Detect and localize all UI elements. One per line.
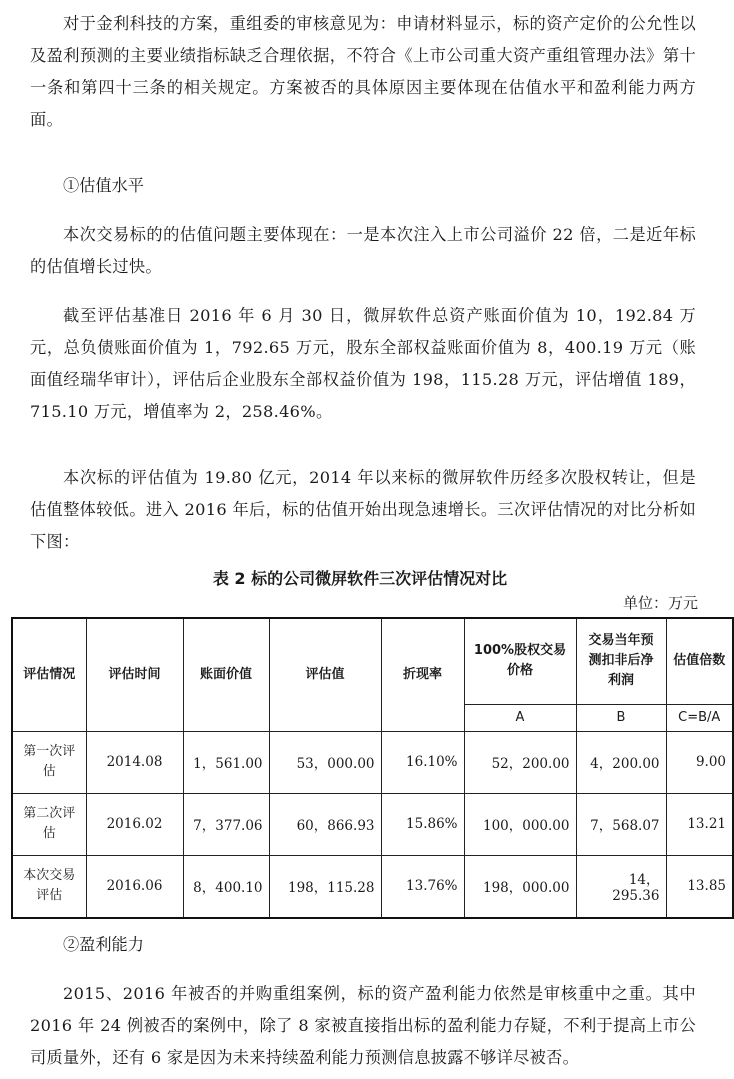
table-row: [12, 793, 733, 855]
cell-valuation: 198，115.28: [269, 855, 381, 918]
row-label: 本次交易评估: [12, 855, 86, 918]
header-eval-case: 评估情况: [12, 618, 86, 731]
cell-discount-rate: 16.10%: [381, 731, 464, 793]
cell-net-profit: 4，200.00: [576, 731, 666, 793]
header-net-profit: 交易当年预测扣非后净利润: [576, 618, 666, 704]
cell-book-value: 7，377.06: [183, 793, 269, 855]
header-equity-price: 100%股权交易价格: [464, 618, 576, 704]
header-discount-rate: 折现率: [381, 618, 464, 731]
table-title: 表 2 标的公司微屏软件三次评估情况对比: [212, 569, 508, 588]
cell-net-profit: 7，568.07: [576, 793, 666, 855]
cell-valuation: 53，000.00: [269, 731, 381, 793]
cell-equity-price: 100，000.00: [464, 793, 576, 855]
row-label: 第一次评估: [12, 731, 86, 793]
subheader-b: B: [576, 704, 666, 731]
heading-valuation: ①估值水平: [63, 176, 144, 195]
cell-multiple: 13.85: [666, 855, 733, 918]
subheader-a: A: [464, 704, 576, 731]
heading-profitability: ②盈利能力: [63, 935, 144, 954]
cell-time: 2016.02: [86, 793, 183, 855]
paragraph-profitability: 2015、2016 年被否的并购重组案例，标的资产盈利能力依然是审核重中之重。其中 2016 年 24 例被否的案例中，除了 8 家被直接指出标的盈利能力存疑，不利于提高上市公司质量外，还有 6 家是因为未来持续盈利能力预测信息披露不够详尽被否。: [30, 984, 696, 1067]
cell-equity-price: 198，000.00: [464, 855, 576, 918]
cell-discount-rate: 15.86%: [381, 793, 464, 855]
cell-book-value: 8，400.10: [183, 855, 269, 918]
paragraph-review-opinion: 对于金利科技的方案，重组委的审核意见为：申请材料显示，标的资产定价的公允性以及盈利预测的主要业绩指标缺乏合理依据，不符合《上市公司重大资产重组管理办法》第十一条和第四十三条的相关规定。方案被否的具体原因主要体现在估值水平和盈利能力两方面。: [30, 14, 696, 129]
paragraph-valuation-history: 本次标的评估值为 19.80 亿元，2014 年以来标的微屏软件历经多次股权转让，但是估值整体较低。进入 2016 年后，标的估值开始出现急速增长。三次评估情况的对比分析如下图：: [30, 468, 696, 551]
header-book-value: 账面价值: [183, 618, 269, 731]
cell-time: 2016.06: [86, 855, 183, 918]
paragraph-valuation-figures: 截至评估基准日 2016 年 6 月 30 日，微屏软件总资产账面价值为 10，192.84 万元，总负债账面价值为 1，792.65 万元，股东全部权益账面价值为 8，400.19 万元（账面值经瑞华审计），评估后企业股东全部权益价值为 198，115.28 万元，评估增值 189，715.10 万元，增值率为 2，258.46%。: [30, 306, 696, 421]
subheader-c: C=B/A: [666, 704, 733, 731]
table-row: [12, 731, 733, 793]
paragraph-valuation-issues: 本次交易标的的估值问题主要体现在：一是本次注入上市公司溢价 22 倍，二是近年标的估值增长过快。: [30, 225, 696, 276]
cell-net-profit: 14，295.36: [576, 855, 666, 918]
table-row: [12, 855, 733, 918]
cell-equity-price: 52，200.00: [464, 731, 576, 793]
valuation-comparison-table: [11, 617, 734, 919]
row-label: 第二次评估: [12, 793, 86, 855]
cell-valuation: 60，866.93: [269, 793, 381, 855]
header-eval-time: 评估时间: [86, 618, 183, 731]
header-valuation: 评估值: [269, 618, 381, 731]
cell-discount-rate: 13.76%: [381, 855, 464, 918]
cell-multiple: 13.21: [666, 793, 733, 855]
cell-multiple: 9.00: [666, 731, 733, 793]
cell-time: 2014.08: [86, 731, 183, 793]
header-multiple: 估值倍数: [666, 618, 733, 704]
cell-book-value: 1，561.00: [183, 731, 269, 793]
table-unit: 单位：万元: [622, 594, 698, 612]
